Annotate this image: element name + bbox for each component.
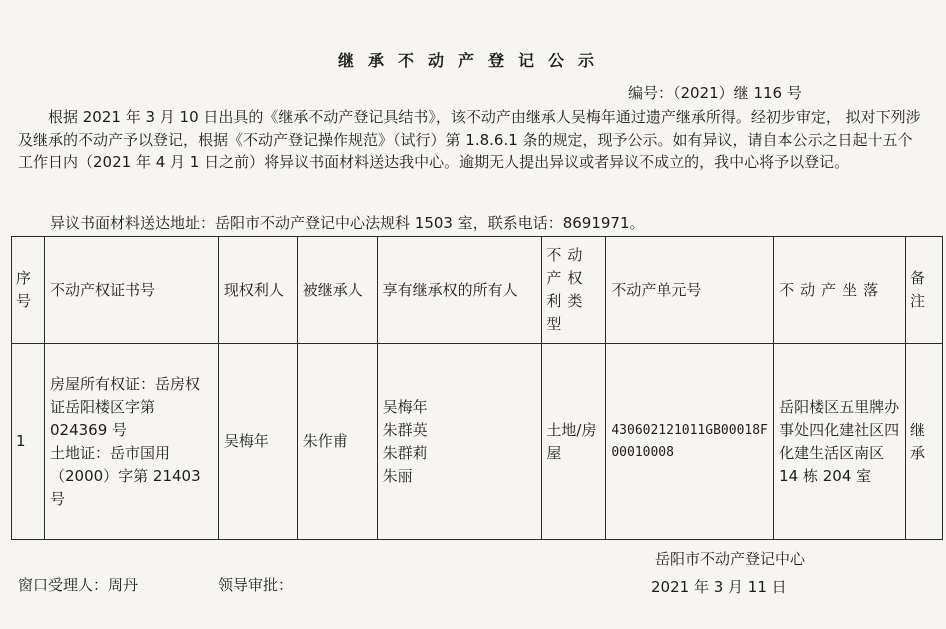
cell-remark: 继承: [905, 344, 942, 540]
header-right-type: 不动产权利类型: [542, 237, 606, 344]
issuing-office: 岳阳市不动产登记中心: [655, 550, 806, 568]
header-heirs: 享有继承权的所有人: [377, 237, 542, 344]
heir-name: 吴梅年: [382, 397, 428, 416]
table-header-row: [12, 237, 943, 344]
notice-title: 继承不动产登记公示: [337, 51, 608, 70]
cell-holder: 吴梅年: [218, 344, 297, 540]
header-unit-no: 不动产单元号: [606, 237, 774, 344]
inheritance-table: [11, 236, 943, 540]
cell-right-type: 土地/房屋: [542, 344, 606, 540]
cell-unit-no: 430602121011GB00018F00010008: [606, 344, 774, 540]
cell-seq: 1: [12, 344, 45, 540]
window-clerk: 窗口受理人：周丹: [18, 576, 139, 594]
heir-name: 朱群英: [382, 420, 428, 439]
cell-location: 岳阳楼区五里牌办事处四化建社区四化建生活区南区 14 栋 204 室: [774, 344, 906, 540]
header-seq: 序号: [12, 237, 45, 344]
header-decedent: 被继承人: [297, 237, 377, 344]
notice-paragraph: 根据 2021 年 3 月 10 日出具的《继承不动产登记具结书》，该不动产由继承人吴梅年通过遗产继承所得。经初步审定， 拟对下列涉及继承的不动产予以登记，根据《不动产登记操作规范》（试行）第 1.8.6.1 条的规定，现予公示。如有异议，请自本公示之日起十五个工作日内（2021 年 4 月 1 日之前）将异议书面材料送达我中心。逾期无人提出异议或者异议不成立的，我中心将予以登记。: [18, 108, 921, 171]
leader-approval: 领导审批：: [218, 576, 294, 594]
notice-date: 2021 年 3 月 11 日: [651, 578, 787, 596]
document-number: 编号：（2021）继 116 号: [628, 84, 802, 102]
cell-decedent: 朱作甫: [297, 344, 377, 540]
header-holder: 现权利人: [218, 237, 297, 344]
heir-name: 朱丽: [382, 466, 413, 485]
table-row: [12, 344, 943, 540]
cert-no-house: 房屋所有权证：岳房权证岳阳楼区字第 024369 号: [49, 374, 200, 439]
cert-no-land: 土地证：岳市国用（2000）字第 21403 号: [49, 443, 201, 508]
cell-heirs: [377, 344, 542, 540]
header-cert-no: 不动产权证书号: [44, 237, 218, 344]
header-location: 不动产坐落: [774, 237, 906, 344]
header-remark: 备注: [905, 237, 942, 344]
cell-cert-no: [44, 344, 218, 540]
heir-name: 朱群莉: [382, 443, 428, 462]
objection-address: 异议书面材料送达地址：岳阳市不动产登记中心法规科 1503 室，联系电话：8691971。: [50, 214, 645, 232]
